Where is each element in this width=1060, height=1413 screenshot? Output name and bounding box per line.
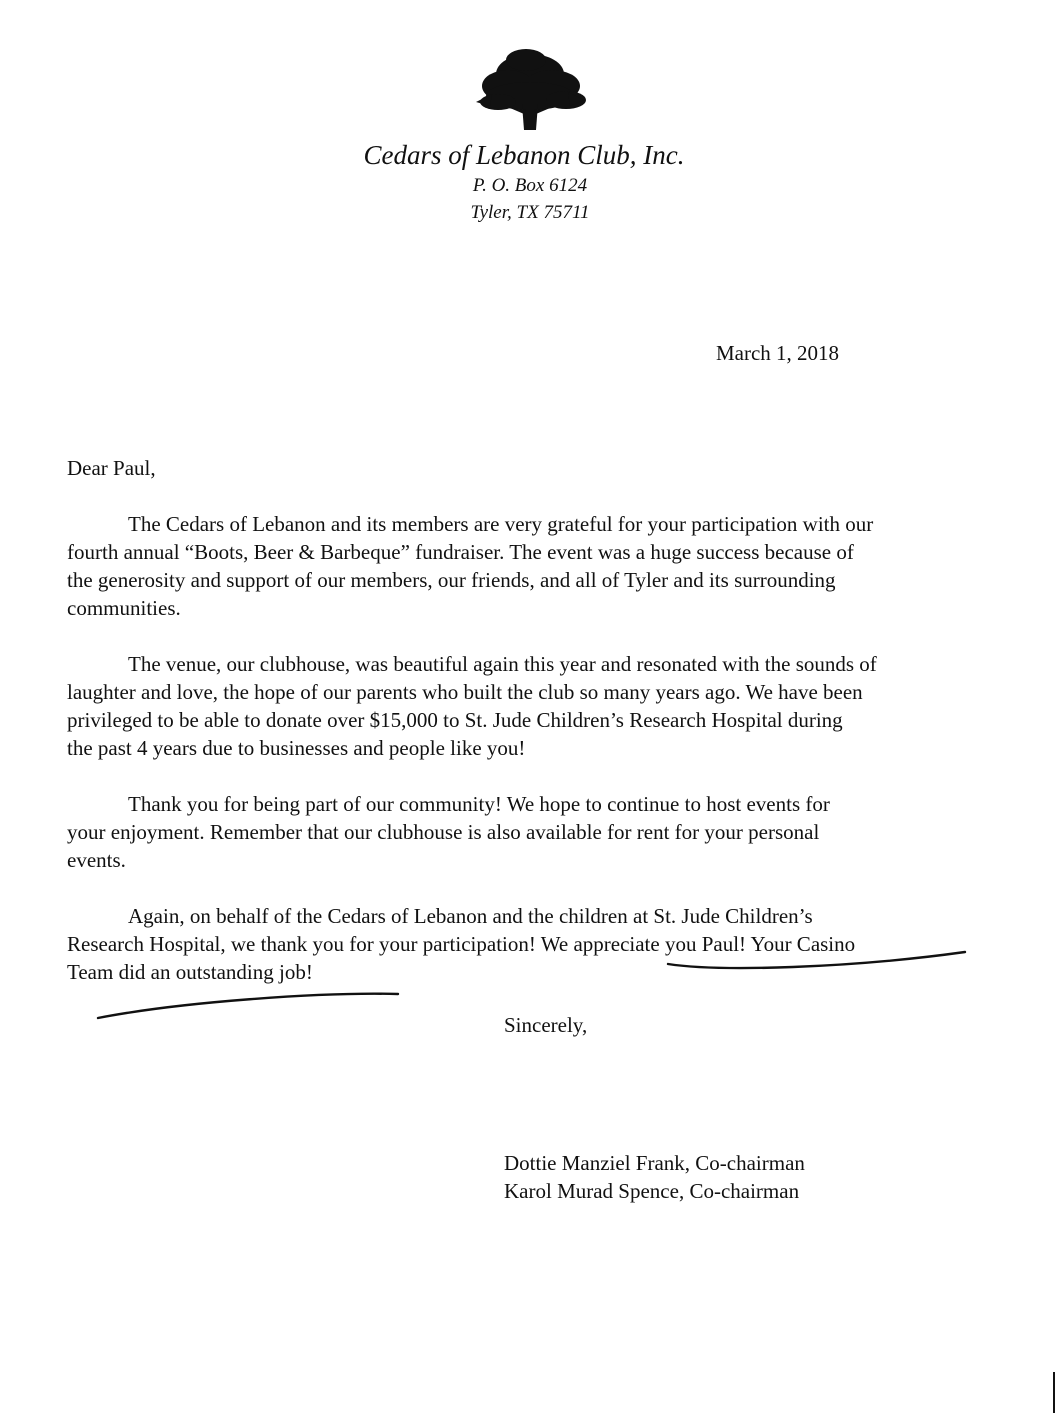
paragraph-2: [67, 650, 997, 762]
address-line-1: P. O. Box 6124: [472, 175, 588, 196]
paragraph-line: events.: [67, 848, 126, 872]
paragraph-line: The Cedars of Lebanon and its members are very grateful for your participation with our: [128, 512, 874, 536]
address-line-2: Tyler, TX 75711: [470, 202, 590, 223]
letter-date: March 1, 2018: [716, 341, 840, 365]
paragraph-line: your enjoyment. Remember that our clubhouse is also available for rent for your personal: [67, 820, 820, 844]
paragraph-line: Thank you for being part of our community! We hope to continue to host events for: [128, 792, 830, 816]
paragraph-line: laughter and love, the hope of our parents who built the club so many years ago. We have been: [67, 680, 863, 704]
paragraph-1: [67, 510, 997, 622]
paragraph-3: [67, 790, 997, 874]
closing: Sincerely,: [504, 1013, 588, 1037]
salutation: Dear Paul,: [67, 456, 156, 480]
signer-1: Dottie Manziel Frank, Co-chairman: [504, 1151, 805, 1175]
paragraph-line: Again, on behalf of the Cedars of Lebanon and the children at St. Jude Children’s: [128, 904, 813, 928]
paragraph-line: The venue, our clubhouse, was beautiful again this year and resonated with the sounds of: [128, 652, 877, 676]
paragraph-line: Research Hospital, we thank you for your participation! We appreciate you Paul! Your Casino: [67, 932, 856, 956]
paragraph-line: fourth annual “Boots, Beer & Barbeque” fundraiser. The event was a huge success because of: [67, 540, 854, 564]
paragraph-4: [67, 902, 997, 986]
paragraph-line: Team did an outstanding job!: [67, 960, 313, 984]
paragraph-line: communities.: [67, 596, 181, 620]
cedar-tree-icon: [470, 44, 590, 132]
paragraph-line: the generosity and support of our members, our friends, and all of Tyler and its surrounding: [67, 568, 836, 592]
paragraph-line: privileged to be able to donate over $15,000 to St. Jude Children’s Research Hospital during: [67, 708, 843, 732]
handwritten-underline-2: [98, 994, 398, 1018]
paragraph-line: the past 4 years due to businesses and people like you!: [67, 736, 526, 760]
organization-name: Cedars of Lebanon Club, Inc.: [363, 140, 685, 170]
signer-2: Karol Murad Spence, Co-chairman: [504, 1179, 800, 1203]
